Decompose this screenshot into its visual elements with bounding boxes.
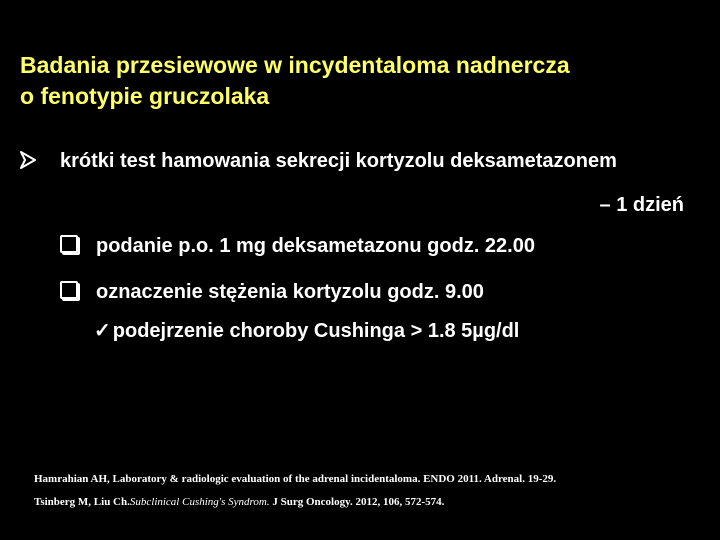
main-bullet-text: krótki test hamowania sekrecji kortyzolu deksametazonem — [60, 150, 617, 172]
checkmark-icon: ✓ — [94, 320, 111, 342]
title-line-2: o fenotypie gruczolaka — [20, 83, 270, 109]
arrow-bullet-icon — [20, 151, 36, 174]
reference-2-authors: Tsinberg M, Liu Ch. — [34, 496, 130, 508]
check-bullet-text: podejrzenie choroby Cushinga > 1.8 5µg/dl — [112, 320, 520, 342]
sub-bullet-item — [60, 281, 484, 304]
reference-1: Hamrahian AH, Laboratory & radiologic evaluation of the adrenal incidentaloma. ENDO 2011. Adrenal. 19-29. — [34, 473, 557, 485]
sub-bullet-text: oznaczenie stężenia kortyzolu godz. 9.00 — [96, 281, 484, 303]
reference-2-journal: J Surg Oncology. 2012, 106, 572-574. — [269, 496, 445, 508]
reference-2-title: Subclinical Cushing's Syndrom. — [129, 496, 270, 508]
main-bullet-continuation: – 1 dzień — [599, 194, 684, 216]
square-bullet-icon — [60, 235, 78, 253]
title-line-1: Badania przesiewowe w incydentaloma nadnercza — [20, 52, 570, 78]
slide-title — [20, 50, 710, 112]
check-bullet-item — [94, 318, 519, 343]
reference-2 — [34, 495, 704, 509]
square-bullet-icon — [60, 281, 78, 299]
references — [34, 472, 704, 509]
sub-bullet-item — [60, 235, 535, 258]
sub-bullet-text: podanie p.o. 1 mg deksametazonu godz. 22.00 — [96, 235, 535, 257]
